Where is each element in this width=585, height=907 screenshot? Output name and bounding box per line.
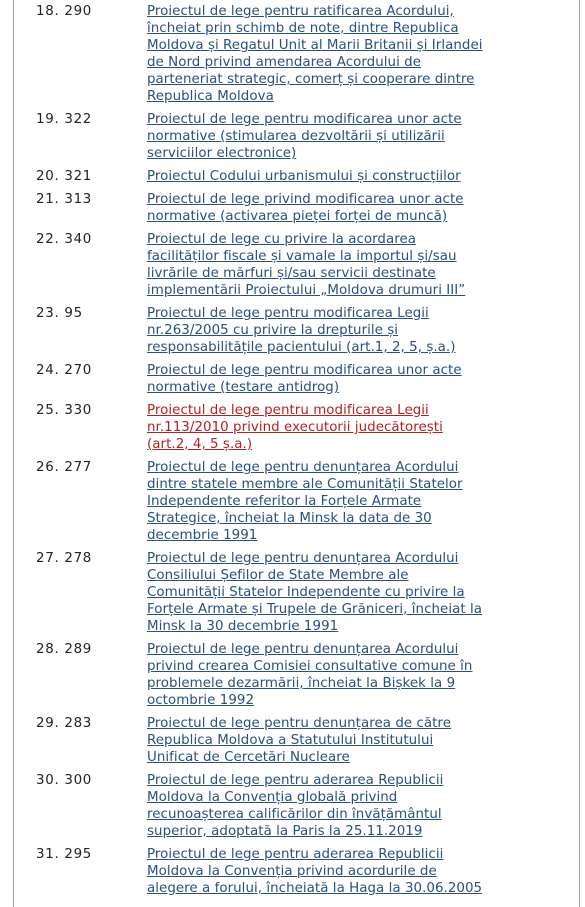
item-number: 25. 330 — [36, 403, 93, 418]
item-title-line: Proiectul de lege pentru denunțarea Acordului — [147, 460, 459, 475]
item-title-line: livrările de mărfuri și/sau servicii destinate — [147, 266, 436, 281]
item-title-line: Proiectul de lege cu privire la acordarea — [147, 232, 417, 247]
item-number: 30. 300 — [36, 773, 93, 788]
item-title-line: alegere a forului, încheiată la Haga la 30.06.2005 — [147, 881, 483, 896]
item-title-line: Proiectul de lege pentru modificarea Legii — [147, 403, 429, 418]
item-number: 18. 290 — [36, 4, 93, 19]
item-title-line: Moldova la Convenția globală privind — [147, 790, 398, 805]
list-item — [36, 191, 576, 225]
item-title-link[interactable] — [147, 772, 512, 840]
item-title-line: recunoașterea calificărilor din învățământul — [147, 807, 442, 822]
item-title-line: Minsk la 30 decembrie 1991 — [147, 619, 339, 634]
list-item — [36, 402, 576, 453]
item-title-link[interactable] — [147, 191, 512, 225]
list-item — [36, 459, 576, 544]
item-title-line: Strategice, încheiat la Minsk la data de 30 — [147, 511, 432, 526]
item-title-line: Proiectul de lege pentru denunțarea Acordului — [147, 642, 459, 657]
item-title-line: decembrie 1991 — [147, 528, 258, 543]
item-title-line: superior, adoptată la Paris la 25.11.2019 — [147, 824, 423, 839]
list-item — [36, 305, 576, 356]
item-title-line: normative (activarea pieței forței de muncă) — [147, 209, 448, 224]
content-frame — [13, 0, 580, 907]
item-title-link[interactable] — [147, 168, 512, 185]
item-number: 26. 277 — [36, 460, 93, 475]
item-title-line: serviciilor electronice) — [147, 146, 297, 161]
list-item — [36, 362, 576, 396]
item-title-line: dintre statele membre ale Comunității Statelor — [147, 477, 463, 492]
item-title-link[interactable] — [147, 3, 512, 105]
item-number: 28. 289 — [36, 642, 93, 657]
item-title-line: Proiectul de lege pentru aderarea Republicii — [147, 773, 444, 788]
item-title-link[interactable] — [147, 459, 512, 544]
item-title-line: Forțele Armate și Trupele de Grăniceri, încheiat la — [147, 602, 482, 617]
item-title-link[interactable] — [147, 111, 512, 162]
item-title-line: de Nord privind amendarea Acordului de — [147, 55, 421, 70]
item-number: 31. 295 — [36, 847, 93, 862]
item-title-line: Unificat de Cercetări Nucleare — [147, 750, 350, 765]
item-title-line: Proiectul Codului urbanismului și construcțiilor — [147, 169, 461, 184]
item-title-line: Independente referitor la Forțele Armate — [147, 494, 422, 509]
item-title-line: implementării Proiectului „Moldova drumuri III” — [147, 283, 466, 298]
item-title-link[interactable] — [147, 846, 512, 897]
item-number: 22. 340 — [36, 232, 93, 247]
item-title-line: facilităților fiscale și vamale la importul și/sau — [147, 249, 457, 264]
item-number: 21. 313 — [36, 192, 93, 207]
item-title-line: Republica Moldova a Statutului Institutului — [147, 733, 434, 748]
item-title-line: Proiectul de lege privind modificarea unor acte — [147, 192, 464, 207]
list-item — [36, 772, 576, 840]
item-title-line: privind crearea Comisiei consultative comune în — [147, 659, 473, 674]
item-title-link[interactable] — [147, 715, 512, 766]
item-title-line: Proiectul de lege pentru aderarea Republicii — [147, 847, 444, 862]
item-number: 29. 283 — [36, 716, 93, 731]
item-title-line: încheiat prin schimb de note, dintre Republica — [147, 21, 459, 36]
item-title-line: Proiectul de lege pentru modificarea unor acte — [147, 363, 462, 378]
item-title-line: Proiectul de lege pentru modificarea Legii — [147, 306, 429, 321]
item-title-link[interactable] — [147, 641, 512, 709]
item-title-line: Proiectul de lege pentru ratificarea Acordului, — [147, 4, 454, 19]
list-item — [36, 715, 576, 766]
draft-law-list — [36, 3, 576, 903]
item-title-line: responsabilitățile pacientului (art.1, 2, 5, ș.a.) — [147, 340, 456, 355]
list-item — [36, 111, 576, 162]
item-title-link[interactable] — [147, 550, 512, 635]
item-title-link[interactable] — [147, 402, 512, 453]
item-title-line: Republica Moldova — [147, 89, 274, 104]
list-item — [36, 641, 576, 709]
item-number: 24. 270 — [36, 363, 93, 378]
item-title-link[interactable] — [147, 305, 512, 356]
item-title-link[interactable] — [147, 231, 512, 299]
item-title-line: normative (stimularea dezvoltării și utilizării — [147, 129, 445, 144]
item-title-line: problemele dezarmării, încheiat la Bișkek la 9 — [147, 676, 456, 691]
item-title-line: (art.2, 4, 5 ș.a.) — [147, 437, 253, 452]
list-item — [36, 3, 576, 105]
item-title-line: Proiectul de lege pentru denunțarea de către — [147, 716, 451, 731]
item-title-line: nr.113/2010 privind executorii judecătorești — [147, 420, 443, 435]
list-item — [36, 550, 576, 635]
item-title-line: Moldova și Regatul Unit al Marii Britanii și Irlandei — [147, 38, 483, 53]
item-title-line: Proiectul de lege pentru modificarea unor acte — [147, 112, 462, 127]
item-title-line: Comunității Statelor Independente cu privire la — [147, 585, 465, 600]
item-title-line: Consiliului Șefilor de State Membre ale — [147, 568, 409, 583]
item-title-line: Moldova la Convenția privind acordurile de — [147, 864, 437, 879]
list-item — [36, 846, 576, 897]
item-title-line: octombrie 1992 — [147, 693, 255, 708]
item-title-line: parteneriat strategic, comerț și cooperare dintre — [147, 72, 475, 87]
item-title-link[interactable] — [147, 362, 512, 396]
item-number: 19. 322 — [36, 112, 93, 127]
item-title-line: Proiectul de lege pentru denunțarea Acordului — [147, 551, 459, 566]
item-title-line: nr.263/2005 cu privire la drepturile și — [147, 323, 399, 338]
list-item — [36, 231, 576, 299]
item-title-line: normative (testare antidrog) — [147, 380, 340, 395]
item-number: 27. 278 — [36, 551, 93, 566]
item-number: 23. 95 — [36, 306, 83, 321]
item-number: 20. 321 — [36, 169, 93, 184]
list-item — [36, 168, 576, 185]
